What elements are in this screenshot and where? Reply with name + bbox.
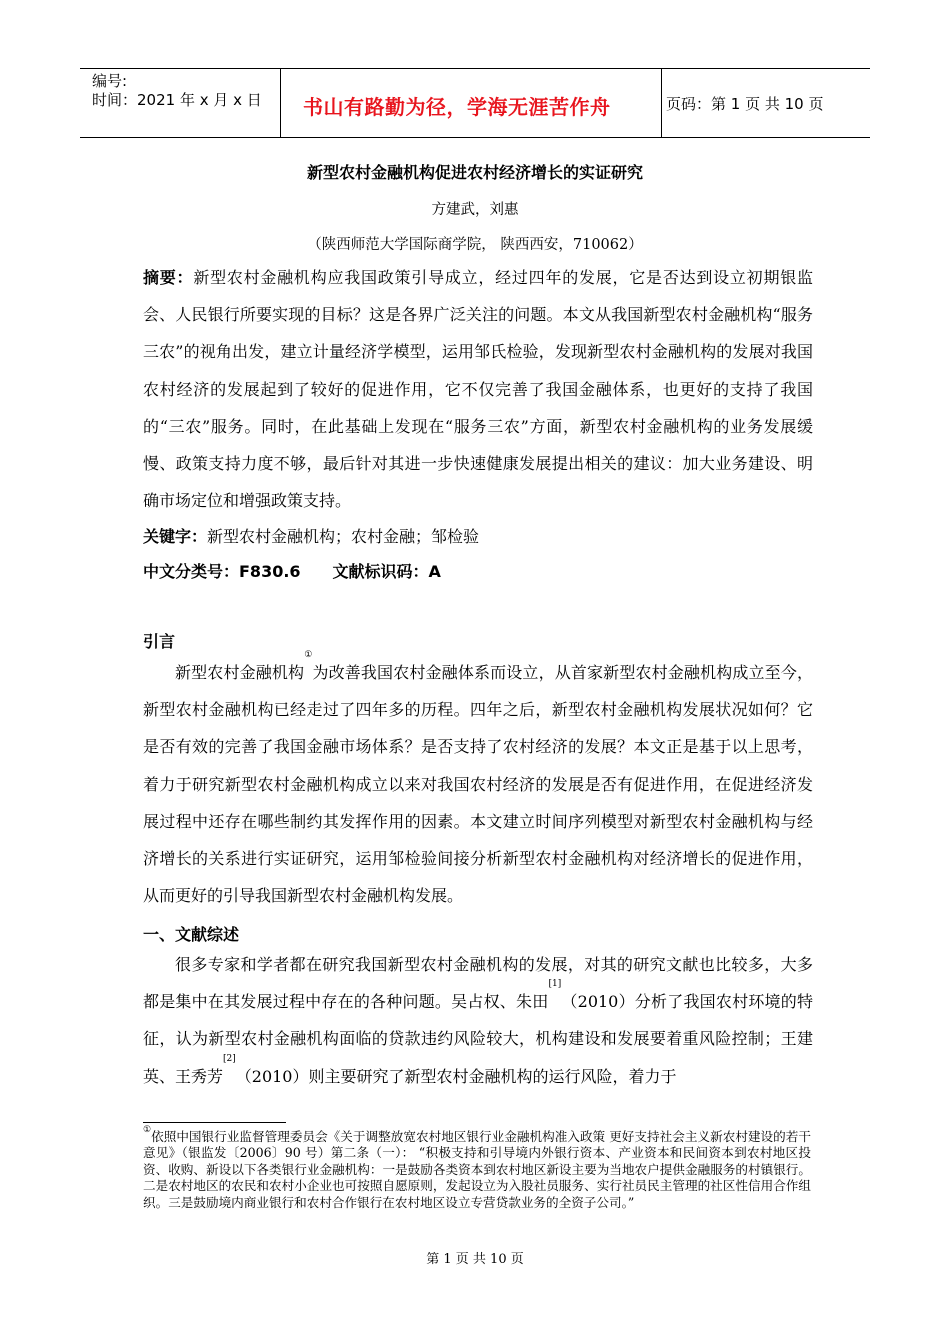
doc-label: 文献标识码：A: [332, 562, 441, 581]
keywords-text: 新型农村金融机构；农村金融；邹检验: [207, 527, 480, 546]
abstract-text: 新型农村金融机构应我国政策引导成立，经过四年的发展，它是否达到设立初期银监会、人民银行所要实现的目标？这是各界广泛关注的问题。本文从我国新型农村金融机构“服务三农”的视角出发，建立计量经济学模型，运用邹氏检验，发现新型农村金融机构的发展对我国农村经济的发展起到了较好的促进作用，它不仅完善了我国金融体系，也更好的支持了我国的“三农”服务。同时，在此基础上发现在“服务三农”方面，新型农村金融机构的业务发展缓慢、政策支持力度不够，最后针对其进一步快速健康发展提出相关的建议：加大业务建设、明确市场定位和增强政策支持。: [143, 268, 813, 511]
intro-text-a: 新型农村金融机构: [175, 663, 305, 682]
paper-affiliation: （陕西师范大学国际商学院， 陕西西安，710062）: [307, 237, 643, 253]
intro-paragraph: [143, 650, 813, 914]
footnote-separator: [143, 1122, 286, 1123]
citation-ref-1[interactable]: [1]: [548, 979, 562, 990]
intro-text-b: 为改善我国农村金融体系而设立，从首家新型农村金融机构成立至今，新型农村金融机构已经走过了四年多的历程。四年之后，新型农村金融机构发展状况如何？它是否有效的完善了我国金融市场体系？是否支持了农村经济的发展？本文正是基于以上思考，着力于研究新型农村金融机构成立以来对我国农村经济的发展是否有促进作用，在促进经济发展过程中还存在哪些制约其发挥作用的因素。本文建立时间序列模型对新型农村金融机构与经济增长的关系进行实证研究，运用邹检验间接分析新型农村金融机构对经济增长的促进作用，从而更好的引导我国新型农村金融机构发展。: [143, 663, 813, 906]
paper-title: 新型农村金融机构促进农村经济增长的实证研究: [306, 163, 643, 182]
number-label: 编号:: [92, 72, 128, 90]
sec1-text-b: （2010）分析了我国农村环境的特征，认为新型农村金融机构面临的贷款违约风险较大，机构建设和发展要着重风险控制；王建英、王秀芳: [143, 992, 813, 1086]
footnote-body: 依照中国银行业监督管理委员会《关于调整放宽农村地区银行业金融机构准入政策 更好支持社会主义新农村建设的若干意见》（银监发〔2006〕90 号）第二条（一）： “积极支持和引导境内外银行资本、产业资本和民间资本到农村地区投资、收购、新设以下各类银行业金融机构：一是鼓励各类资本到农村地区新设主要为当地农户提供金融服务的村镇银行。二是农村地区的农民和农村小企业也可按照自愿原则，发起设立为入股社员服务、实行社员民主管理的社区性信用合作组织。三是鼓励境内商业银行和农村合作银行在农村地区设立专营贷款业务的全资子公司。”: [143, 1129, 811, 1210]
footnote-mark: ①: [143, 1125, 152, 1135]
keywords-line: [143, 524, 479, 547]
keywords-label: 关键字：: [143, 527, 208, 546]
abstract-label: 摘要：: [143, 268, 194, 287]
page-number: 第 1 页 共 10 页: [426, 1252, 524, 1267]
motto-text: 书山有路勤为径，学海无涯苦作舟: [303, 95, 611, 119]
classification-line: [143, 559, 441, 582]
citation-ref-2[interactable]: [2]: [223, 1053, 236, 1064]
header-page-cell: [661, 69, 870, 137]
footnote-text: [143, 1125, 811, 1211]
abstract-paragraph: [143, 259, 813, 519]
class-label: 中文分类号：F830.6: [143, 562, 301, 581]
intro-heading: 引言: [143, 632, 176, 651]
footnote-marker[interactable]: ①: [304, 650, 313, 660]
sec1-text-c: （2010）则主要研究了新型农村金融机构的运行风险，着力于: [235, 1066, 677, 1086]
header-motto-cell: [280, 69, 662, 137]
page-label: 页码：第 1 页 共 10 页: [666, 95, 824, 113]
header-table: [80, 68, 870, 138]
sec1-text-a: 很多专家和学者都在研究我国新型农村金融机构的发展，对其的研究文献也比较多，大多都是集中在其发展过程中存在的各种问题。吴占权、朱田: [143, 955, 813, 1012]
section1-heading: 一、文献综述: [143, 925, 240, 944]
date-label: 时间：2021 年 x 月 x 日: [92, 91, 262, 109]
paper-authors: 方建武，刘惠: [431, 202, 519, 218]
header-left-cell: [80, 69, 280, 137]
section1-paragraph: [143, 946, 813, 1095]
